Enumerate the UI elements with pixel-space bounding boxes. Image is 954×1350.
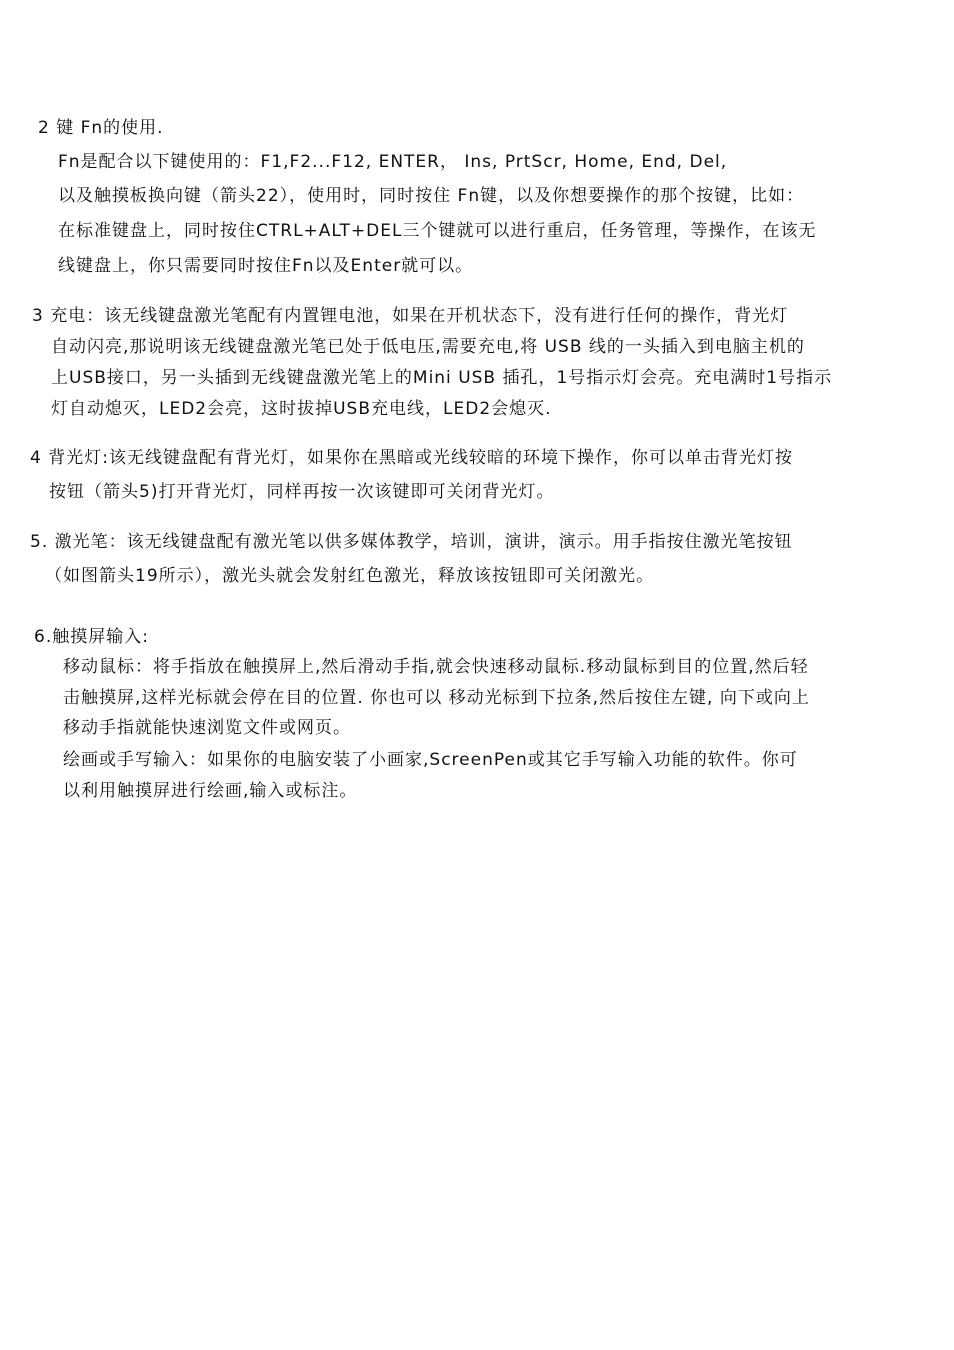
section-4-line: 按钮（箭头5)打开背光灯，同样再按一次该键即可关闭背光灯。 <box>49 482 555 502</box>
section-2-line: Fn是配合以下键使用的：F1,F2...F12, ENTER， Ins, PrtScr, Home, End, Del, <box>58 152 728 172</box>
section-6-line: 移动鼠标：将手指放在触摸屏上,然后滑动手指,就会快速移动鼠标.移动鼠标到目的位置,然后轻 <box>63 657 809 677</box>
section-6-line: 以利用触摸屏进行绘画,输入或标注。 <box>63 781 358 801</box>
section-3-line: 自动闪亮,那说明该无线键盘激光笔已处于低电压,需要充电,将 USB 线的一头插入到电脑主机的 <box>51 337 805 357</box>
section-5-line: （如图箭头19所示），激光头就会发射红色激光，释放该按钮即可关闭激光。 <box>45 566 655 586</box>
section-5-heading: 5. 激光笔：该无线键盘配有激光笔以供多媒体教学，培训，演讲，演示。用手指按住激光笔按钮 <box>30 532 793 552</box>
section-6-line: 击触摸屏,这样光标就会停在目的位置. 你也可以 移动光标到下拉条,然后按住左键, 向下或向上 <box>63 688 810 708</box>
section-2-line: 以及触摸板换向键（箭头22），使用时，同时按住 Fn键，以及你想要操作的那个按键，比如： <box>58 186 805 206</box>
section-4-heading: 4 背光灯:该无线键盘配有背光灯，如果你在黑暗或光线较暗的环境下操作，你可以单击背光灯按 <box>30 448 793 468</box>
section-2-line: 在标准键盘上，同时按住CTRL+ALT+DEL三个键就可以进行重启，任务管理，等操作，在该无 <box>58 221 817 241</box>
section-3-line: 上USB接口，另一头插到无线键盘激光笔上的Mini USB 插孔，1号指示灯会亮。充电满时1号指示 <box>51 368 833 388</box>
section-2-heading: 2 键 Fn的使用. <box>38 118 164 138</box>
section-6-line: 绘画或手写输入：如果你的电脑安装了小画家,ScreenPen或其它手写输入功能的软件。你可 <box>63 750 798 770</box>
section-3-line: 灯自动熄灭，LED2会亮，这时拔掉USB充电线，LED2会熄灭. <box>51 399 552 419</box>
section-6-line: 移动手指就能快速浏览文件或网页。 <box>63 718 351 738</box>
section-2-line: 线键盘上，你只需要同时按住Fn以及Enter就可以。 <box>58 256 474 276</box>
section-3-heading: 3 充电：该无线键盘激光笔配有内置锂电池，如果在开机状态下，没有进行任何的操作，背光灯 <box>32 306 789 326</box>
section-6-heading: 6.触摸屏输入: <box>34 627 149 647</box>
